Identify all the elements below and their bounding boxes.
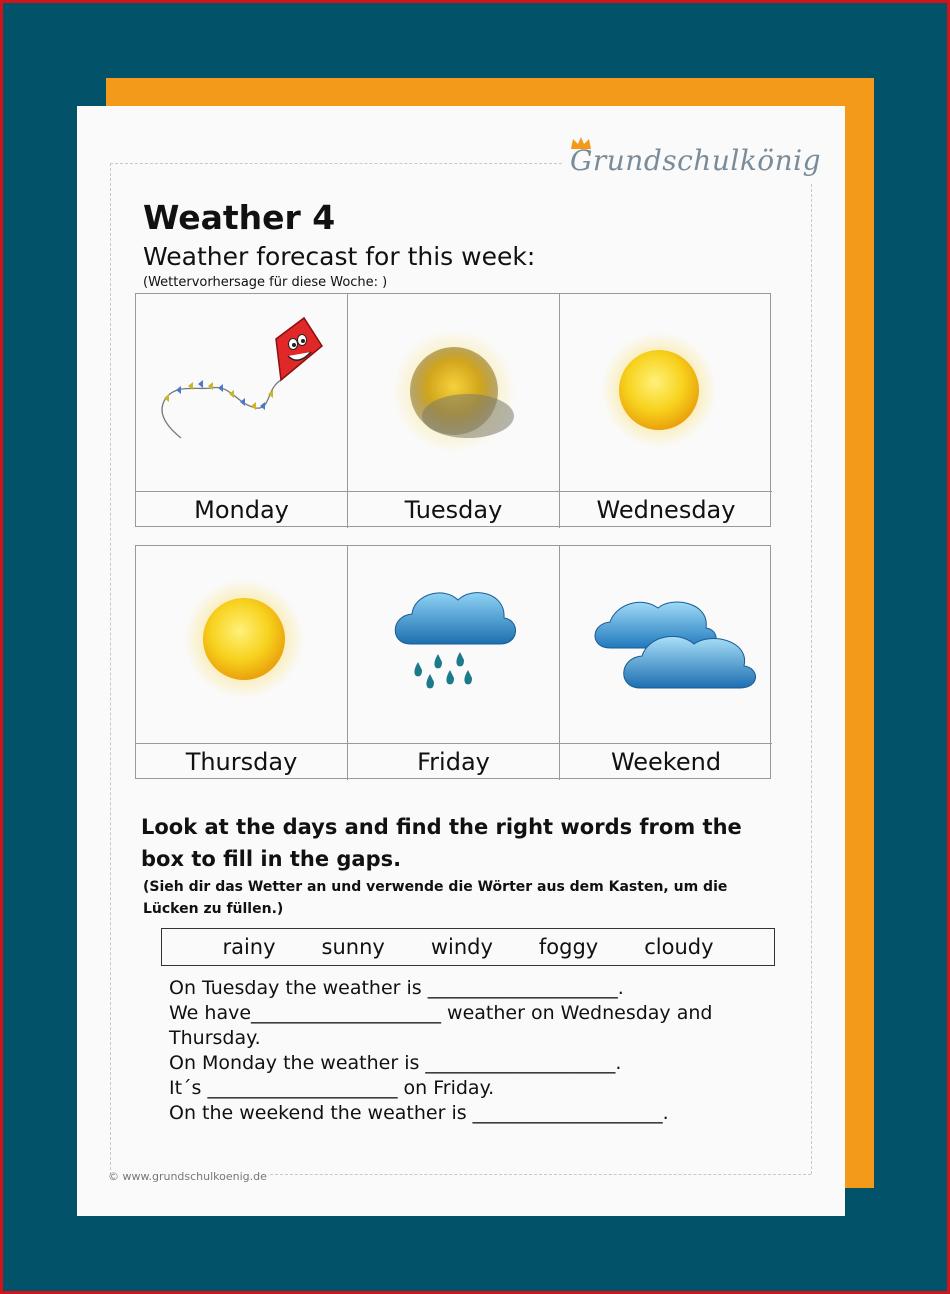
- border-right: [811, 184, 812, 1174]
- forecast-row-2: [135, 545, 771, 779]
- day-label: Friday: [417, 748, 490, 776]
- worksheet-subtitle-translation: (Wettervorhersage für diese Woche: ): [143, 275, 388, 290]
- sentence-line: We have____________________ weather on Wednesday and: [169, 1002, 713, 1024]
- rain-cloud-icon: [348, 546, 559, 744]
- sentence-line: On the weekend the weather is ____________________.: [169, 1102, 669, 1124]
- forecast-row-1: [135, 293, 771, 527]
- sun-icon: [560, 294, 772, 492]
- day-label: Wednesday: [596, 496, 736, 524]
- forecast-cell-monday: [136, 294, 348, 528]
- day-label: Tuesday: [404, 496, 503, 524]
- exercise-instruction-translation: (Sieh dir das Wetter an und verwende die Wörter aus dem Kasten, um die Lücken zu füllen.): [143, 879, 728, 917]
- forecast-cell-weekend: [560, 546, 772, 780]
- sentence-line: On Monday the weather is ____________________.: [169, 1052, 622, 1074]
- forecast-cell-friday: [348, 546, 560, 780]
- word-foggy: foggy: [538, 935, 599, 959]
- sun-icon: [136, 546, 347, 744]
- word-cloudy: cloudy: [644, 935, 714, 959]
- border-left: [110, 163, 111, 1175]
- foggy-sun-icon: [348, 294, 559, 492]
- kite-icon: [136, 294, 347, 492]
- sentence-line: Thursday.: [169, 1027, 261, 1049]
- day-label: Monday: [194, 496, 289, 524]
- day-label: Weekend: [610, 748, 722, 776]
- gap-sentences: [169, 976, 729, 1126]
- forecast-cell-thursday: [136, 546, 348, 780]
- worksheet-title: Weather 4: [143, 198, 336, 237]
- worksheet-subtitle: Weather forecast for this week:: [143, 242, 536, 271]
- word-sunny: sunny: [321, 935, 385, 959]
- footer-copyright: © www.grundschulkoenig.de: [108, 1170, 267, 1183]
- forecast-cell-wednesday: [560, 294, 772, 528]
- sentence-line: On Tuesday the weather is ____________________.: [169, 977, 624, 999]
- day-label: Thursday: [185, 748, 298, 776]
- clouds-icon: [560, 546, 772, 744]
- brand-logo: Grundschulkönig: [570, 144, 822, 177]
- worksheet: [77, 106, 845, 1216]
- word-box: [161, 928, 775, 966]
- exercise-instruction: Look at the days and find the right words from the box to fill in the gaps.: [141, 815, 742, 871]
- sentence-line: It´s ____________________ on Friday.: [169, 1077, 495, 1099]
- forecast-cell-tuesday: [348, 294, 560, 528]
- word-rainy: rainy: [222, 935, 276, 959]
- border-top: [110, 163, 562, 164]
- word-windy: windy: [430, 935, 493, 959]
- border-bottom: [270, 1174, 811, 1175]
